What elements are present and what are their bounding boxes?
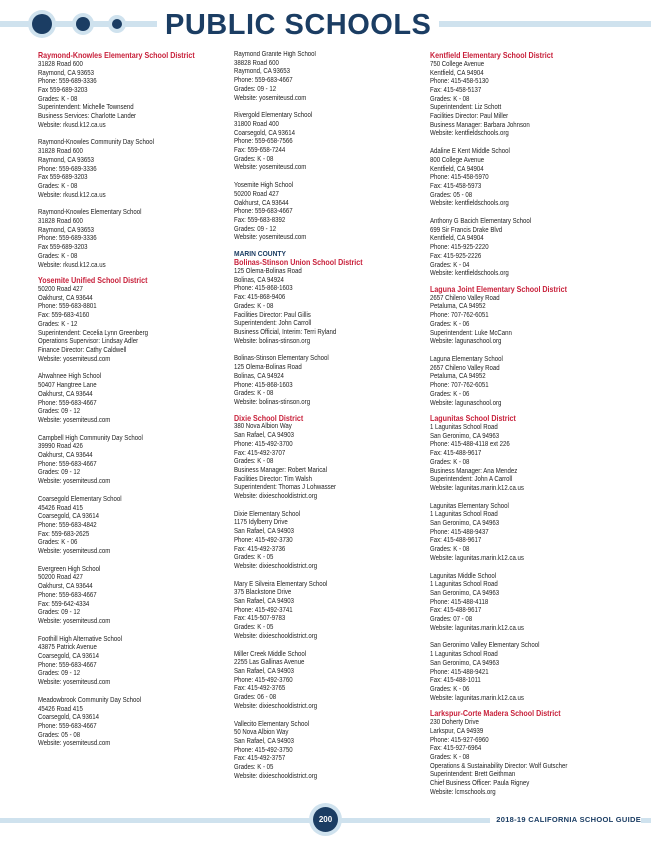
- entry-grades: Grades: 09 - 12: [38, 469, 81, 477]
- entry-phone: Phone: 415-458-5970: [430, 174, 489, 182]
- entry-line: Superintendent: Michelle Townsend: [38, 104, 134, 112]
- entry-grades: Grades: K - 06: [430, 685, 470, 693]
- entry-line: Petaluma, CA 94952: [430, 373, 486, 381]
- school-name: Mary E Silveira Elementary School: [234, 580, 328, 588]
- entry-fax: Fax: 415-492-3757: [234, 755, 286, 763]
- directory-entry: [430, 719, 606, 797]
- entry-phone: Phone: 707-762-6051: [430, 312, 489, 320]
- school-name: San Geronimo Valley Elementary School: [430, 642, 540, 650]
- directory-entry: [430, 148, 606, 209]
- entry-phone: Phone: 415-488-4118 ext 226: [430, 441, 510, 449]
- entry-line: Business Manager: Barbara Johnson: [430, 121, 530, 129]
- directory-entry: [430, 356, 606, 408]
- entry-line: Larkspur, CA 94939: [430, 727, 484, 735]
- entry-phone: Phone: 415-458-5130: [430, 78, 489, 86]
- entry-line: 375 Blackstone Drive: [234, 589, 292, 597]
- county-heading: MARIN COUNTY: [234, 249, 286, 259]
- school-name: Meadowbrook Community Day School: [38, 696, 142, 704]
- entry-website: Website: dixieschooldistrict.org: [234, 493, 318, 501]
- entry-website: Website: yosemiteusd.com: [234, 164, 307, 172]
- entry-line: 43875 Patrick Avenue: [38, 644, 97, 652]
- entry-line: 31828 Road 600: [38, 60, 83, 68]
- school-name: Adaline E Kent Middle School: [430, 148, 510, 156]
- entry-line: Superintendent: John Carroll: [234, 320, 312, 328]
- entry-fax: Fax: 415-488-9617: [430, 607, 482, 615]
- entry-grades: Grades: 05 - 08: [38, 731, 81, 739]
- directory-entry: [234, 581, 410, 642]
- entry-grades: Grades: K - 12: [38, 320, 78, 328]
- entry-website: Website: yosemiteusd.com: [38, 416, 111, 424]
- entry-line: 1 Lagunitas School Road: [430, 651, 498, 659]
- entry-website: Website: yosemiteusd.com: [38, 355, 111, 363]
- entry-grades: Grades: K - 08: [234, 458, 274, 466]
- entry-grades: Grades: 09 - 12: [234, 225, 277, 233]
- entry-fax: Fax: 559-683-4160: [38, 312, 90, 320]
- entry-line: Oakhurst, CA 93644: [38, 294, 93, 302]
- entry-grades: Grades: 09 - 12: [234, 85, 277, 93]
- entry-phone: Phone: 707-762-6051: [430, 382, 489, 390]
- entry-line: San Geronimo, CA 94963: [430, 589, 500, 597]
- entry-line: San Rafael, CA 94903: [234, 432, 295, 440]
- entry-line: San Geronimo, CA 94963: [430, 659, 500, 667]
- entry-website: Website: bolinas-stinson.org: [234, 398, 311, 406]
- school-name: Yosemite High School: [234, 182, 294, 190]
- entry-website: Website: lagunitas.marin.k12.ca.us: [430, 624, 524, 632]
- entry-grades: Grades: K - 08: [430, 458, 470, 466]
- entry-fax: Fax: 559-642-4334: [38, 600, 90, 608]
- entry-phone: Phone: 415-925-2220: [430, 244, 489, 252]
- entry-phone: Phone: 415-492-3700: [234, 440, 293, 448]
- school-name: Vallecito Elementary School: [234, 720, 310, 728]
- entry-fax: Fax: 415-458-5137: [430, 86, 482, 94]
- entry-grades: Grades: K - 05: [234, 554, 274, 562]
- entry-phone: Phone: 559-683-4667: [38, 661, 97, 669]
- entry-fax: Fax: 415-492-3736: [234, 545, 286, 553]
- entry-grades: Grades: K - 06: [430, 390, 470, 398]
- directory-entry: [38, 209, 214, 270]
- entry-line: 2255 Las Gallinas Avenue: [234, 659, 305, 667]
- school-name: 1 Lagunitas School Road: [430, 424, 498, 431]
- entry-fax: Fax 559-689-3203: [38, 86, 88, 94]
- directory-entry: [38, 496, 214, 557]
- entry-line: Superintendent: John A Carroll: [430, 476, 513, 484]
- entry-line: Facilities Director: Tim Walsh: [234, 475, 312, 483]
- entry-grades: Grades: K - 06: [38, 539, 78, 547]
- entry-line: San Rafael, CA 94903: [234, 737, 295, 745]
- entry-line: 31828 Road 600: [38, 218, 83, 226]
- entry-line: Facilities Director: Paul Gillis: [234, 311, 311, 319]
- entry-phone: Phone: 415-488-4118: [430, 598, 489, 606]
- district-heading: Lagunitas School District: [430, 414, 516, 424]
- entry-grades: Grades: K - 08: [430, 546, 470, 554]
- entry-line: Coarsegold, CA 93614: [234, 129, 296, 137]
- entry-grades: Grades: K - 06: [430, 320, 470, 328]
- directory-column-1: [38, 51, 214, 758]
- entry-fax: Fax: 415-868-9406: [234, 294, 286, 302]
- page-title: PUBLIC SCHOOLS: [157, 6, 439, 44]
- entry-line: Superintendent: Brett Geithman: [430, 771, 516, 779]
- entry-line: 31828 Road 600: [38, 148, 83, 156]
- entry-line: 699 Sir Francis Drake Blvd: [430, 226, 503, 234]
- entry-line: Oakhurst, CA 93644: [38, 452, 93, 460]
- entry-fax: Fax: 559-683-8392: [234, 216, 286, 224]
- directory-entry: [38, 435, 214, 487]
- entry-fax: Fax 559-689-3203: [38, 174, 88, 182]
- entry-phone: Phone: 415-927-6960: [430, 736, 489, 744]
- entry-line: Coarsegold, CA 93614: [38, 714, 100, 722]
- entry-website: Website: lagunaschool.org: [430, 399, 502, 407]
- entry-phone: Phone: 559-683-4667: [38, 399, 97, 407]
- district-heading: Yosemite Unified School District: [38, 276, 148, 286]
- directory-entry: [38, 566, 214, 627]
- entry-grades: Grades: 09 - 12: [38, 408, 81, 416]
- directory-entry: [430, 295, 606, 347]
- entry-phone: Phone: 559-683-4667: [38, 460, 97, 468]
- entry-website: Website: rkusd.k12.ca.us: [38, 121, 106, 129]
- entry-line: 750 College Avenue: [430, 60, 485, 68]
- entry-line: Business Manager: Robert Marical: [234, 466, 328, 474]
- entry-fax: Fax: 415-492-3765: [234, 685, 286, 693]
- entry-line: 125 Olema-Bolinas Road: [234, 364, 302, 372]
- directory-entry: [430, 424, 606, 494]
- entry-grades: Grades: K - 08: [234, 302, 274, 310]
- entry-line: Raymond, CA 93653: [234, 68, 290, 76]
- entry-fax: Fax: 415-927-6964: [430, 745, 482, 753]
- entry-line: Business Manager: Ana Mendez: [430, 467, 518, 475]
- directory-entry: [234, 268, 410, 346]
- entry-line: Operations Supervisor: Lindsay Adler: [38, 338, 139, 346]
- entry-line: Oakhurst, CA 93644: [234, 199, 289, 207]
- entry-phone: Phone: 415-868-1603: [234, 285, 293, 293]
- directory-entry: [234, 651, 410, 712]
- entry-website: Website: lagunaschool.org: [430, 338, 502, 346]
- entry-line: Kentfield, CA 94904: [430, 165, 484, 173]
- school-name: Evergreen High School: [38, 565, 101, 573]
- entry-website: Website: yosemiteusd.com: [234, 234, 307, 242]
- entry-phone: Phone: 559-689-3336: [38, 235, 97, 243]
- entry-line: Superintendent: Cecelia Lynn Greenberg: [38, 329, 149, 337]
- school-name: Raymond-Knowles Elementary School: [38, 209, 142, 217]
- entry-line: 2657 Chileno Valley Road: [430, 294, 500, 302]
- entry-line: San Rafael, CA 94903: [234, 528, 295, 536]
- entry-line: 1 Lagunitas School Road: [430, 581, 498, 589]
- entry-line: 31800 Road 400: [234, 120, 279, 128]
- entry-line: 38828 Road 600: [234, 59, 279, 67]
- entry-line: Raymond, CA 93653: [38, 69, 94, 77]
- entry-website: Website: yosemiteusd.com: [38, 740, 111, 748]
- header-dot-large: [32, 14, 52, 34]
- directory-entry: [234, 721, 410, 782]
- directory-entry: [234, 112, 410, 173]
- entry-grades: Grades: K - 08: [430, 754, 470, 761]
- district-heading: Larkspur-Corte Madera School District: [430, 709, 561, 719]
- entry-fax: Fax: 415-925-2226: [430, 252, 482, 260]
- entry-phone: Phone: 415-488-9421: [430, 668, 489, 676]
- school-name: Ahwahnee High School: [38, 373, 102, 381]
- entry-line: Business Services: Charlotte Lander: [38, 113, 137, 121]
- entry-line: San Rafael, CA 94903: [234, 598, 295, 606]
- entry-line: 230 Doherty Drive: [430, 719, 479, 727]
- entry-line: Superintendent: Luke McCann: [430, 329, 512, 337]
- entry-line: Oakhurst, CA 93644: [38, 390, 93, 398]
- entry-line: Coarsegold, CA 93614: [38, 513, 100, 521]
- school-name: Miller Creek Middle School: [234, 650, 307, 658]
- entry-line: Bolinas, CA 94924: [234, 276, 284, 284]
- directory-entry: [38, 697, 214, 749]
- entry-line: 1 Lagunitas School Road: [430, 511, 498, 519]
- entry-website: Website: dixieschooldistrict.org: [234, 562, 318, 570]
- entry-phone: Phone: 559-689-3336: [38, 165, 97, 173]
- entry-grades: Grades: K - 04: [430, 261, 470, 269]
- entry-fax: Fax: 415-492-3707: [234, 449, 286, 457]
- entry-grades: Grades: K - 08: [38, 182, 78, 190]
- entry-grades: Grades: 06 - 08: [234, 694, 277, 702]
- entry-line: Raymond, CA 93653: [38, 156, 94, 164]
- school-name: Raymond Granite High School: [234, 51, 316, 58]
- school-name: Dixie Elementary School: [234, 510, 301, 518]
- directory-entry: [38, 286, 214, 364]
- district-heading: Laguna Joint Elementary School District: [430, 284, 567, 294]
- entry-phone: Phone: 559-683-4667: [234, 208, 293, 216]
- page-number: 200: [313, 807, 338, 832]
- entry-grades: Grades: K - 05: [234, 624, 274, 632]
- entry-website: Website: kentfieldschools.org: [430, 200, 509, 208]
- entry-line: 125 Olema-Bolinas Road: [234, 268, 302, 276]
- entry-website: Website: rkusd.k12.ca.us: [38, 261, 106, 269]
- entry-website: Website: lagunitas.marin.k12.ca.us: [430, 484, 524, 492]
- entry-line: 2657 Chileno Valley Road: [430, 364, 500, 372]
- district-heading: Dixie School District: [234, 413, 304, 423]
- entry-grades: Grades: K - 08: [234, 390, 274, 398]
- directory-entry: [234, 355, 410, 407]
- entry-fax: Fax: 415-488-9617: [430, 537, 482, 545]
- school-name: Anthony G Bacich Elementary School: [430, 218, 532, 226]
- entry-line: Bolinas, CA 94924: [234, 372, 284, 380]
- entry-line: 39990 Road 426: [38, 443, 83, 451]
- entry-fax: Fax: 415-488-1011: [430, 677, 481, 685]
- school-name: Rivergold Elementary School: [234, 112, 313, 120]
- entry-line: San Rafael, CA 94903: [234, 667, 295, 675]
- entry-line: 50200 Road 427: [38, 286, 83, 294]
- entry-line: Kentfield, CA 94904: [430, 69, 484, 77]
- entry-website: Website: dixieschooldistrict.org: [234, 632, 318, 640]
- directory-entry: [234, 51, 410, 103]
- entry-line: 800 College Avenue: [430, 156, 485, 164]
- directory-entry: [38, 61, 214, 131]
- school-name: Laguna Elementary School: [430, 355, 503, 363]
- entry-phone: Phone: 559-683-4667: [234, 77, 293, 85]
- entry-line: Superintendent: Thomas J Lohwasser: [234, 484, 337, 492]
- entry-phone: Phone: 415-492-3750: [234, 746, 293, 754]
- entry-website: Website: yosemiteusd.com: [38, 679, 111, 687]
- school-name: Campbell High Community Day School: [38, 434, 143, 442]
- entry-grades: Grades: 09 - 12: [38, 609, 81, 617]
- entry-line: 380 Nova Albion Way: [234, 423, 292, 431]
- entry-line: San Geronimo, CA 94963: [430, 432, 500, 440]
- entry-phone: Phone: 559-689-3336: [38, 78, 97, 86]
- entry-fax: Fax 559-689-3203: [38, 244, 88, 252]
- entry-phone: Phone: 415-488-9437: [430, 528, 489, 536]
- entry-line: Superintendent: Liz Schott: [430, 104, 502, 112]
- entry-line: 45426 Road 415: [38, 504, 83, 512]
- entry-website: Website: yosemiteusd.com: [38, 548, 111, 556]
- entry-website: Website: dixieschooldistrict.org: [234, 772, 318, 780]
- entry-grades: Grades: 09 - 12: [38, 670, 81, 678]
- school-name: Foothill High Alternative School: [38, 635, 122, 643]
- school-name: Bolinas-Stinson Elementary School: [234, 355, 329, 363]
- directory-entry: [430, 573, 606, 634]
- entry-line: Coarsegold, CA 93614: [38, 653, 100, 661]
- district-heading: Raymond-Knowles Elementary School District: [38, 51, 195, 60]
- entry-grades: Grades: K - 08: [38, 95, 78, 103]
- entry-phone: Phone: 559-683-8801: [38, 303, 97, 311]
- entry-line: Operations & Sustainability Director: Wolf Gutscher: [430, 762, 568, 770]
- directory-entry: [38, 636, 214, 688]
- header-dot-medium: [76, 17, 90, 31]
- entry-line: San Geronimo, CA 94963: [430, 520, 500, 528]
- entry-line: Kentfield, CA 94904: [430, 235, 484, 243]
- entry-fax: Fax: 559-658-7244: [234, 147, 286, 155]
- directory-entry: [430, 218, 606, 279]
- entry-line: Petaluma, CA 94952: [430, 303, 486, 311]
- entry-grades: Grades: K - 05: [234, 764, 274, 772]
- entry-website: Website: bolinas-stinson.org: [234, 337, 311, 345]
- directory-entry: [38, 373, 214, 425]
- entry-website: Website: rkusd.k12.ca.us: [38, 191, 106, 199]
- entry-phone: Phone: 415-492-3730: [234, 536, 293, 544]
- school-name: Coarsegold Elementary School: [38, 495, 122, 503]
- directory-column-2: [234, 51, 410, 790]
- entry-website: Website: lagunitas.marin.k12.ca.us: [430, 694, 524, 702]
- entry-website: Website: lagunitas.marin.k12.ca.us: [430, 554, 524, 562]
- guide-title: 2018-19 CALIFORNIA SCHOOL GUIDE: [490, 815, 641, 825]
- entry-website: Website: kentfieldschools.org: [430, 130, 509, 138]
- directory-entry: [234, 423, 410, 501]
- entry-line: 50407 Hangtree Lane: [38, 382, 97, 390]
- entry-fax: Fax: 415-507-9783: [234, 615, 286, 623]
- entry-line: Facilities Director: Paul Miller: [430, 113, 509, 121]
- entry-line: 45426 Road 415: [38, 705, 83, 713]
- entry-fax: Fax: 415-488-9617: [430, 450, 482, 458]
- district-heading: Bolinas-Stinson Union School District: [234, 258, 363, 268]
- entry-line: 1175 Idylberry Drive: [234, 519, 288, 527]
- entry-line: 50200 Road 427: [234, 190, 279, 198]
- directory-column-3: [430, 51, 606, 807]
- directory-entry: [38, 139, 214, 200]
- entry-line: 50 Nova Albion Way: [234, 729, 289, 737]
- directory-entry: [430, 503, 606, 564]
- school-name: Raymond-Knowles Community Day School: [38, 139, 154, 147]
- entry-website: Website: yosemiteusd.com: [234, 94, 307, 102]
- entry-line: Chief Business Officer: Paula Rigney: [430, 780, 530, 788]
- entry-line: Oakhurst, CA 93644: [38, 583, 93, 591]
- district-heading: Kentfield Elementary School District: [430, 51, 554, 60]
- entry-website: Website: yosemiteusd.com: [38, 478, 111, 486]
- entry-phone: Phone: 559-658-7566: [234, 138, 293, 146]
- entry-grades: Grades: K - 08: [430, 95, 470, 103]
- school-name: Lagunitas Middle School: [430, 572, 497, 580]
- directory-entry: [234, 511, 410, 572]
- entry-grades: Grades: K - 08: [38, 252, 78, 260]
- entry-grades: Grades: K - 08: [234, 155, 274, 163]
- entry-website: Website: kentfieldschools.org: [430, 270, 509, 278]
- entry-fax: Fax: 559-683-2625: [38, 530, 90, 538]
- entry-phone: Phone: 559-683-4667: [38, 591, 97, 599]
- entry-line: Raymond, CA 93653: [38, 226, 94, 234]
- entry-line: Finance Director: Cathy Caldwell: [38, 346, 127, 354]
- school-name: Lagunitas Elementary School: [430, 502, 509, 510]
- entry-phone: Phone: 415-492-3741: [234, 606, 293, 614]
- entry-phone: Phone: 415-868-1603: [234, 381, 293, 389]
- entry-phone: Phone: 559-683-4667: [38, 723, 97, 730]
- entry-line: 50200 Road 427: [38, 574, 83, 582]
- directory-entry: [234, 182, 410, 243]
- entry-phone: Phone: 559-683-4842: [38, 521, 97, 529]
- entry-fax: Fax: 415-458-5973: [430, 182, 482, 190]
- entry-grades: Grades: 07 - 08: [430, 616, 473, 624]
- header-dot-small: [112, 19, 122, 29]
- entry-phone: Phone: 415-492-3760: [234, 676, 293, 684]
- entry-website: Website: lcmschools.org: [430, 788, 496, 796]
- entry-website: Website: yosemiteusd.com: [38, 617, 111, 625]
- entry-line: Business Official, Interim: Terri Ryland: [234, 328, 337, 336]
- directory-entry: [430, 642, 606, 703]
- entry-grades: Grades: 05 - 08: [430, 191, 473, 199]
- directory-entry: [430, 61, 606, 139]
- entry-website: Website: dixieschooldistrict.org: [234, 702, 318, 710]
